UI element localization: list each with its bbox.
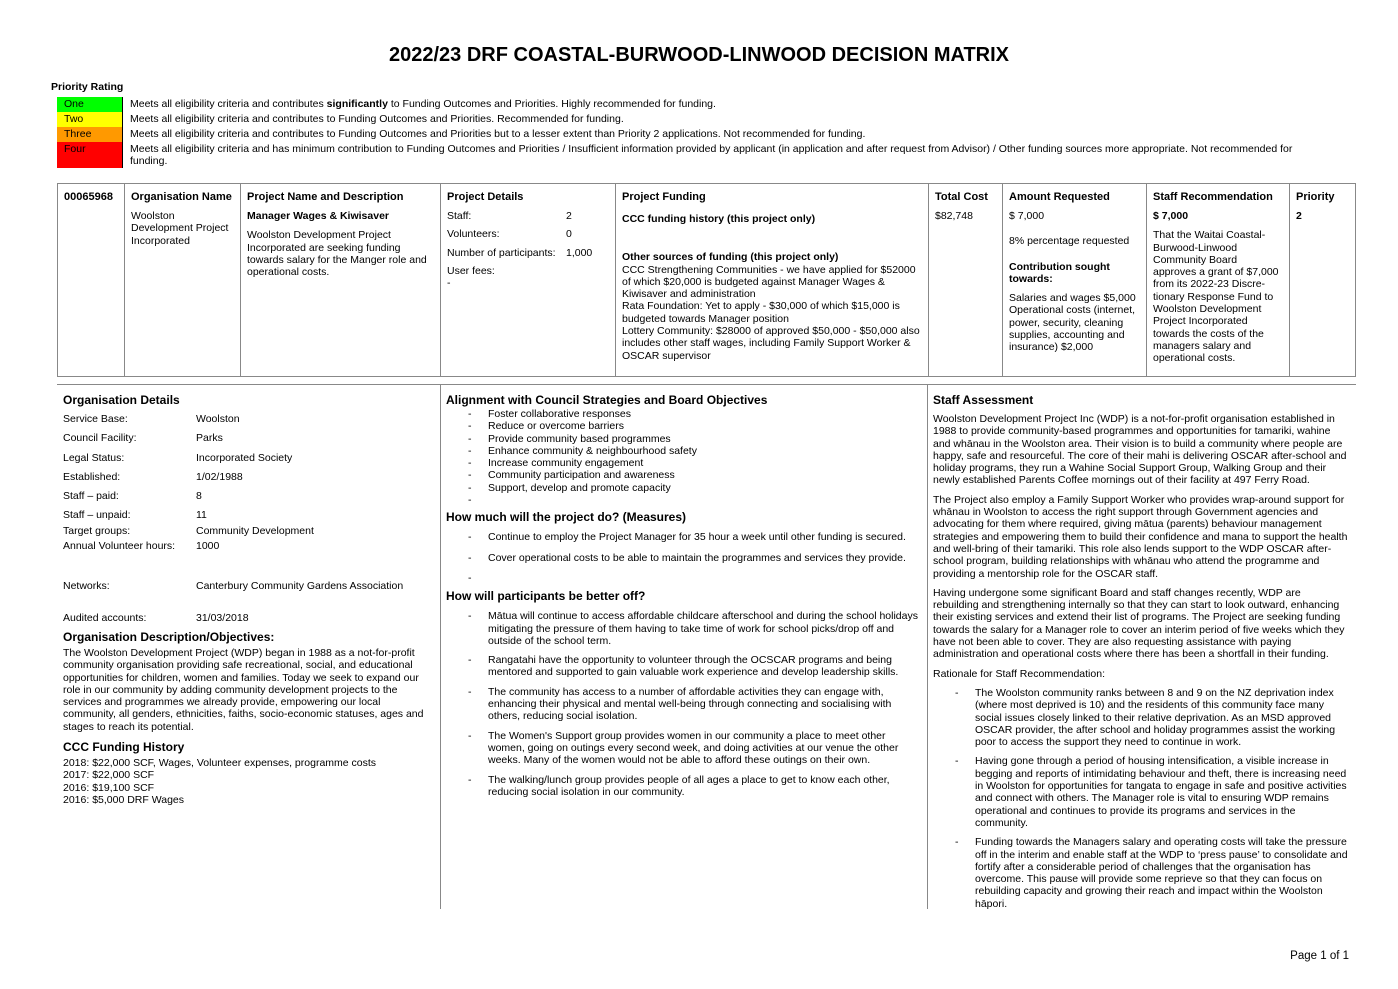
priority-swatch-four: Four <box>57 142 123 168</box>
other-funding-lottery: Lottery Community: $28000 of approved $50,000 - $50,000 also includes other staff wages, including Family Support Worker & OSCAR supervisor <box>622 325 920 362</box>
col-details <box>441 184 616 376</box>
od-target-groups: Target groups: Community Development <box>63 524 314 537</box>
list-item <box>446 572 922 584</box>
od-networks: Networks: Canterbury Community Gardens Association <box>63 580 404 593</box>
total-cost-header: Total Cost <box>935 191 988 203</box>
column-divider-right <box>927 384 928 909</box>
col-funding <box>616 184 929 376</box>
staff-recommendation-header: Staff Recommendation <box>1153 191 1273 203</box>
priority-header: Priority <box>1296 191 1335 203</box>
staff-assessment-section <box>933 384 1349 909</box>
funding-history-2016-scf: 2016: $19,100 SCF <box>63 781 155 794</box>
percentage-requested: 8% percentage requested <box>1009 235 1130 248</box>
priority-text-three: Meets all eligibility criteria and contributes to Funding Outcomes and Priorities but to a lesser extent than Priority 2 applications. Not recommended for funding. <box>130 128 866 140</box>
list-item: - Funding towards the Managers salary and operating costs will take the pressure off in the interim and enable staff at the WDP to ‘press pause’ to consolidate and fortify after a considerable period of challenges that the organisation has overcome. This pause will provide some reprieve so that they can focus on rebuilding capacity and growing their reach and impact within the Woolston hāpori. <box>933 836 1349 910</box>
list-item: - Provide community based programmes <box>446 433 922 445</box>
summary-table <box>57 183 1356 377</box>
list-item: - Rangatahi have the opportunity to volunteer through the OCSCAR programs and being mentored and supported to gain valuable work experience and develop leadership skills. <box>446 654 922 679</box>
priority-text-two: Meets all eligibility criteria and contributes to Funding Outcomes and Priorities. Recommended for funding. <box>130 113 624 125</box>
organisation-description-heading: Organisation Description/Objectives: <box>63 629 275 644</box>
organisation-name: Woolston Development Project Incorporated <box>131 210 229 247</box>
funding-history-2018: 2018: $22,000 SCF, Wages, Volunteer expenses, programme costs <box>63 757 377 770</box>
detail-user-fees: User fees: <box>447 264 495 277</box>
better-off-heading: How will participants be better off? <box>446 589 646 604</box>
list-item: - Mātua will continue to access affordable childcare afterschool and during the school holidays mitigating the pressure of them having to take time of work for school picks/drop off and outside of the school term. <box>446 610 922 647</box>
priority-swatch-three: Three <box>57 127 123 142</box>
column-divider-left <box>440 384 441 909</box>
other-funding-ccc: CCC Strengthening Communities - we have applied for $52000 of which $20,000 is budgeted against Manager Wages & Kiwisaver and administration <box>622 263 916 301</box>
priority-swatch-one: One <box>57 97 123 112</box>
detail-staff: Staff: 2 <box>447 210 572 222</box>
other-funding-label: Other sources of funding (this project only) <box>622 251 839 264</box>
project-details-header: Project Details <box>447 191 524 203</box>
other-funding-rata: Rata Foundation: Yet to apply - $30,000 of which $15,000 is budgeted towards Manager position <box>622 300 900 325</box>
list-item: - The walking/lunch group provides people of all ages a place to get to know each other, reducing social isolation in our community. <box>446 774 922 799</box>
detail-participants: Number of participants: 1,000 <box>447 246 593 259</box>
priority-row-three <box>57 127 1317 142</box>
list-item: - Having gone through a period of housing intensification, a visible increase in begging and reports of intimidating behaviour and theft, there is increasing need in Woolston for opportunities for tangata to engage in safe and positive activities and connect with others. The Manager role is vital to ensuring WDP remains operational and continues to provide its programs and services in the community. <box>933 755 1349 829</box>
assessment-paragraph: Woolston Development Project Inc (WDP) is a not-for-profit organisation established in 1988 to provide community-based programmes and opportunities for tamariki, wahine and whānau in the Woolston area. Their vision is to build a community where people are happy, safe and resourceful. The core of their mahi is delivering OSCAR after-school and holiday programs, they run a Wahine Social Support Group, Walking Group and their newly established Parents Coffee mornings out of their facility at 497 Ferry Road. <box>933 413 1347 487</box>
priority-row-two <box>57 112 1317 127</box>
staff-recommendation-amount: $ 7,000 <box>1153 210 1189 222</box>
col-total <box>929 184 1003 376</box>
organisation-name-header: Organisation Name <box>131 191 232 203</box>
contribution-heading: Contribution sought towards: <box>1009 260 1110 285</box>
list-item: - The community has access to a number of affordable activities they can engage with, enhancing their physical and mental well-being through connecting and socialising with others, reducing social isolation. <box>446 686 922 723</box>
col-requested <box>1003 184 1147 376</box>
col-id <box>58 184 125 376</box>
page-number: Page 1 of 1 <box>1290 950 1349 962</box>
list-item: - The Woolston community ranks between 8 and 9 on the NZ deprivation index (where most deprived is 10) and the residents of this community face many social issues closely linked to their relative deprivation. As an MSD approved OSCAR provider, the after school and holiday programmes assist the working poor to access the support they need to continue in work. <box>933 687 1349 748</box>
detail-volunteers: Volunteers: 0 <box>447 228 572 241</box>
alignment-section <box>446 384 922 909</box>
priority-value: 2 <box>1296 210 1302 222</box>
rationale-list <box>933 687 1349 910</box>
od-staff-paid: Staff – paid: 8 <box>63 490 202 503</box>
priority-text-four: Meets all eligibility criteria and has minimum contribution to Funding Outcomes and Priorities / Insufficient information provided by applicant (in application and after request from Advisor) / Other funding sources more appropriate. Not recommended for funding. <box>130 143 1293 168</box>
od-service-base: Service Base: Woolston <box>63 413 240 425</box>
application-id: 00065968 <box>64 191 113 203</box>
amount-requested: $ 7,000 <box>1009 210 1045 222</box>
col-staff-rec <box>1147 184 1290 376</box>
priority-text-one: Meets all eligibility criteria and contributes significantly to Funding Outcomes and Priorities. Highly recommended for funding. <box>130 98 716 110</box>
alignment-list <box>446 408 922 506</box>
list-item: - Cover operational costs to be able to maintain the programmes and services they provide. <box>446 552 922 564</box>
od-volunteer-hours: Annual Volunteer hours: 1000 <box>63 540 220 553</box>
better-off-list <box>446 610 922 798</box>
organisation-details-heading: Organisation Details <box>63 393 180 407</box>
list-item: - Support, develop and promote capacity <box>446 482 922 494</box>
od-staff-unpaid: Staff – unpaid: 11 <box>63 509 207 522</box>
rationale-heading: Rationale for Staff Recommendation: <box>933 667 1105 680</box>
ccc-funding-history-heading: CCC Funding History <box>63 740 185 755</box>
od-audited-accounts: Audited accounts: 31/03/2018 <box>63 611 249 624</box>
priority-swatch-two: Two <box>57 112 123 127</box>
col-organisation <box>125 184 241 376</box>
project-name: Manager Wages & Kiwisaver <box>247 210 389 222</box>
contribution-text: Salaries and wages $5,000 Operational costs (internet, power, security, cleaning supplies, accounting and insurance) $2,000 <box>1009 292 1136 354</box>
list-item: - Reduce or overcome barriers <box>446 420 922 432</box>
col-priority <box>1290 184 1355 376</box>
total-cost: $82,748 <box>935 210 973 222</box>
measures-heading: How much will the project do? (Measures) <box>446 510 687 525</box>
alignment-heading: Alignment with Council Strategies and Board Objectives <box>446 393 768 407</box>
od-established: Established: 1/02/1988 <box>63 470 243 483</box>
list-item: - Continue to employ the Project Manager for 35 hour a week until other funding is secured. <box>446 531 922 543</box>
funding-history-2017: 2017: $22,000 SCF <box>63 769 155 782</box>
list-item: - The Women's Support group provides women in our community a place to meet other women, going on outings every second week, and doing activities at our venue the other weeks. Many of the women would not be able to afford these outings on their own. <box>446 730 922 767</box>
project-funding-header: Project Funding <box>622 191 706 203</box>
od-legal-status: Legal Status: Incorporated Society <box>63 451 293 464</box>
list-item: - Foster collaborative responses <box>446 408 922 420</box>
funding-history-2016-drf: 2016: $5,000 DRF Wages <box>63 793 185 806</box>
od-council-facility: Council Facility: Parks <box>63 432 223 445</box>
priority-row-one <box>57 97 1317 112</box>
staff-assessment-heading: Staff Assessment <box>933 393 1034 407</box>
amount-requested-header: Amount Requested <box>1009 191 1110 203</box>
list-item <box>446 494 922 506</box>
project-name-header: Project Name and Description <box>247 191 404 203</box>
assessment-paragraph: The Project also employ a Family Support Worker who provides wrap-around support for whānau in Woolston to access the right support through Government agencies and advocating for them where required, giving mātua (parents) behaviour management strategies and empowering them to build their confidence and mana to support the health and well-bring of their tamariki. This role also lends support to the WDP OSCAR after-school program, building relationships with whānau who attend the programme and providing a mentorship role for the OSCAR staff. <box>933 493 1348 580</box>
project-description: Woolston Development Project Incorporated are seeking funding towards salary for the Manger role and operational costs. <box>247 229 427 279</box>
list-item: - Increase community engagement <box>446 457 922 469</box>
col-project <box>241 184 441 376</box>
priority-rating-heading: Priority Rating <box>51 81 124 93</box>
staff-recommendation-text: That the Waitai Coastal-Burwood-Linwood Community Board approves a grant of $7,000 from its 2022-23 Discre-tionary Response Fund to Woolston Development Project Incorporated towards the costs of the managers salary and operational costs. <box>1153 229 1279 365</box>
list-item: - Enhance community & neighbourhood safety <box>446 445 922 457</box>
ccc-funding-history-label: CCC funding history (this project only) <box>622 213 816 225</box>
detail-dash: - <box>447 277 451 290</box>
organisation-details-section <box>63 384 435 909</box>
measures-list <box>446 531 922 584</box>
priority-row-four <box>57 142 1317 168</box>
organisation-description: The Woolston Development Project (WDP) began in 1988 as a not-for-profit community organisation providing safe recreational, social, and educational opportunities for children, women and families. Today we seek to expand our role in our community by adding community development projects to the services and programmes we already provide, empowering our local community, all genders, ethnicities, faiths, socio-economic statuses, ages and stages to reach its potential. <box>63 646 424 733</box>
list-item: - Community participation and awareness <box>446 469 922 481</box>
page-title: 2022/23 DRF COASTAL-BURWOOD-LINWOOD DECISION MATRIX <box>388 44 1010 66</box>
assessment-paragraph: Having undergone some significant Board and staff changes recently, WDP are rebuilding and strengthening internally so that they can start to look outward, enhancing their existing services and extend their list of programs. The Project are seeking funding towards the salary for a Manager role to cover an interim period of five weeks which they have not been able to cover. They are also requesting assistance with paying administration and operational costs where there has been a shortfall in their funding. <box>933 586 1345 661</box>
